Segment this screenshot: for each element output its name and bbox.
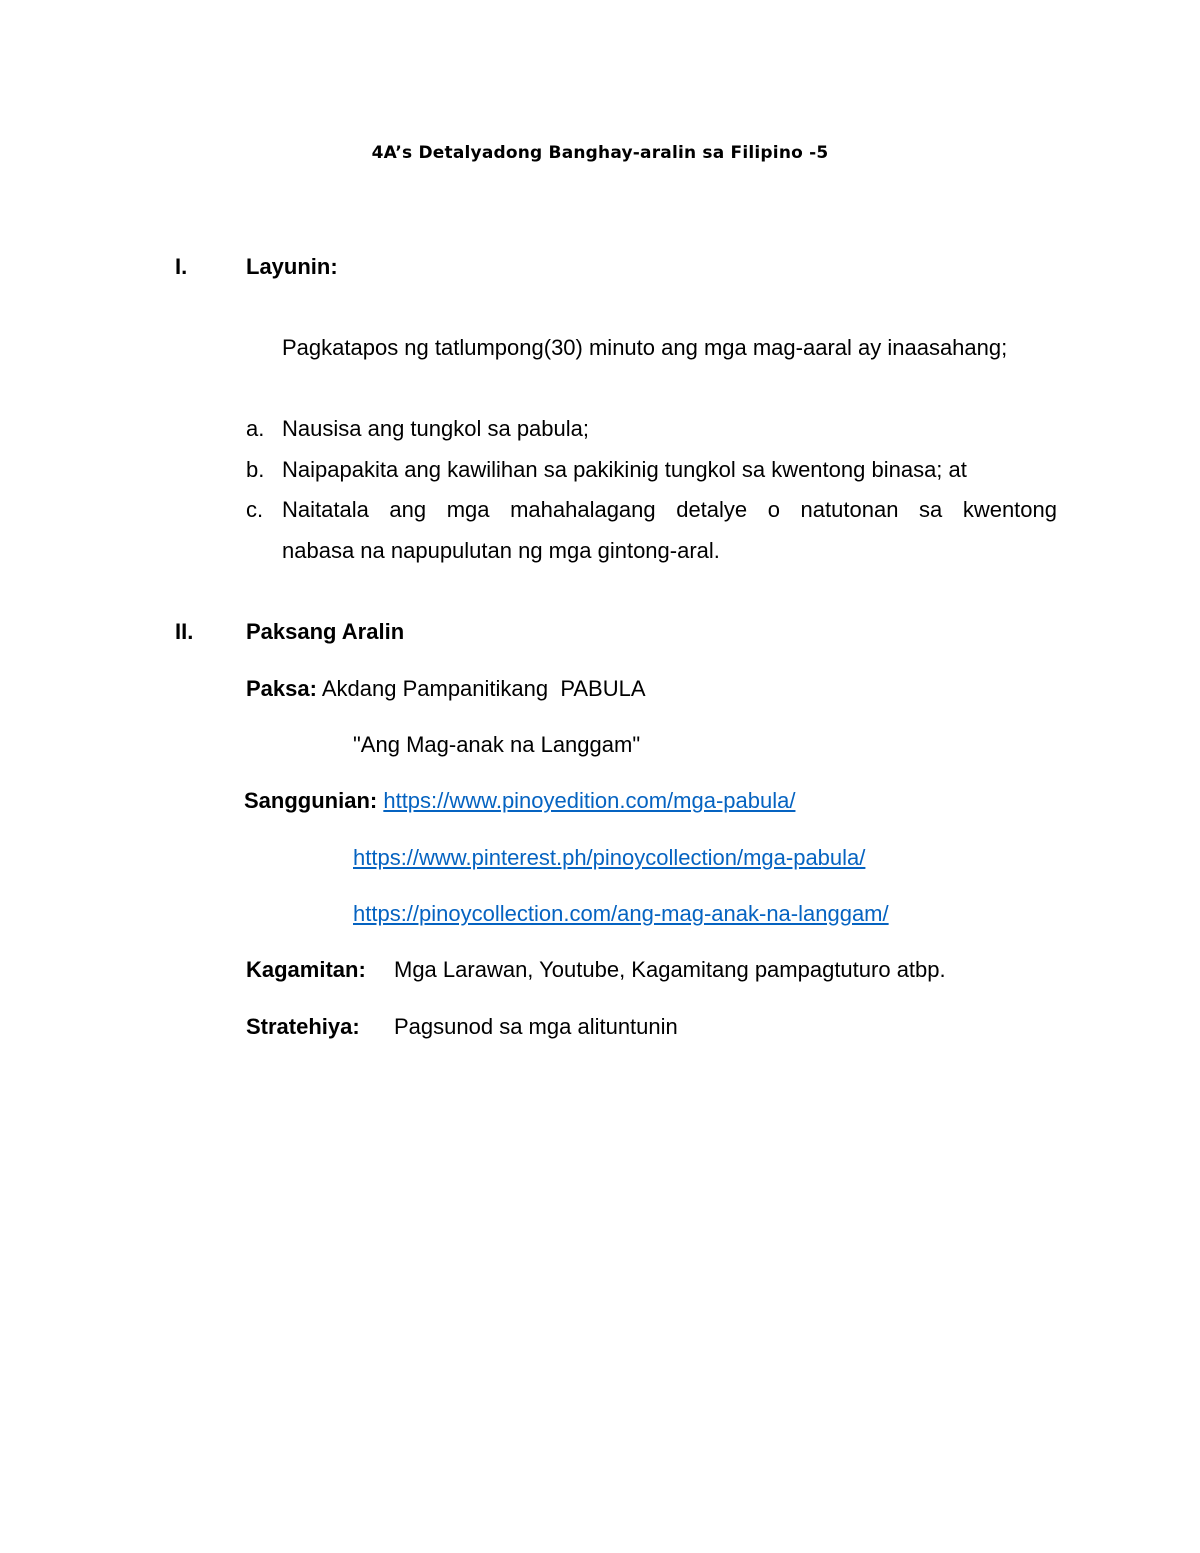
- objective-a-marker: a.: [246, 416, 265, 441]
- objective-c-marker: c.: [246, 497, 264, 522]
- paksa-label: Paksa:: [246, 676, 317, 701]
- reference-link-3[interactable]: https://pinoycollection.com/ang-mag-anak-na-langgam/: [353, 901, 889, 926]
- paksa-value: Akdang Pampanitikang PABULA: [321, 676, 646, 701]
- section-2-numeral: II.: [175, 619, 194, 644]
- section-1-heading: Layunin:: [246, 254, 338, 279]
- objective-b-text: Naipapakita ang kawilihan sa pakikinig tungkol sa kwentong binasa; at: [282, 457, 967, 482]
- paksa-row: [246, 676, 646, 702]
- kagamitan-value: Mga Larawan, Youtube, Kagamitang pampagtuturo atbp.: [394, 957, 946, 982]
- objectives-intro: Pagkatapos ng tatlumpong(30) minuto ang mga mag-aaral ay inaasahang;: [282, 335, 1008, 360]
- sanggunian-label: Sanggunian:: [244, 788, 378, 813]
- story-title: "Ang Mag-anak na Langgam": [353, 732, 641, 757]
- reference-link-2[interactable]: https://www.pinterest.ph/pinoycollection/mga-pabula/: [353, 845, 866, 870]
- stratehiya-label: Stratehiya:: [246, 1014, 360, 1039]
- objective-b-marker: b.: [246, 457, 265, 482]
- sanggunian-row: [244, 788, 795, 814]
- objective-c-text-line-2: nabasa na napupulutan ng mga gintong-aral.: [282, 538, 720, 563]
- objective-c-text-line-1: Naitatala ang mga mahahalagang detalye o natutonan sa kwentong: [282, 497, 1057, 522]
- document-title: 4A’s Detalyadong Banghay-aralin sa Filipino -5: [371, 143, 829, 163]
- stratehiya-value: Pagsunod sa mga alituntunin: [394, 1014, 678, 1039]
- objective-a-text: Nausisa ang tungkol sa pabula;: [282, 416, 589, 441]
- section-2-heading: Paksang Aralin: [246, 619, 405, 644]
- reference-link-1[interactable]: https://www.pinoyedition.com/mga-pabula/: [383, 788, 796, 813]
- section-1-numeral: I.: [175, 254, 188, 279]
- kagamitan-label: Kagamitan:: [246, 957, 366, 982]
